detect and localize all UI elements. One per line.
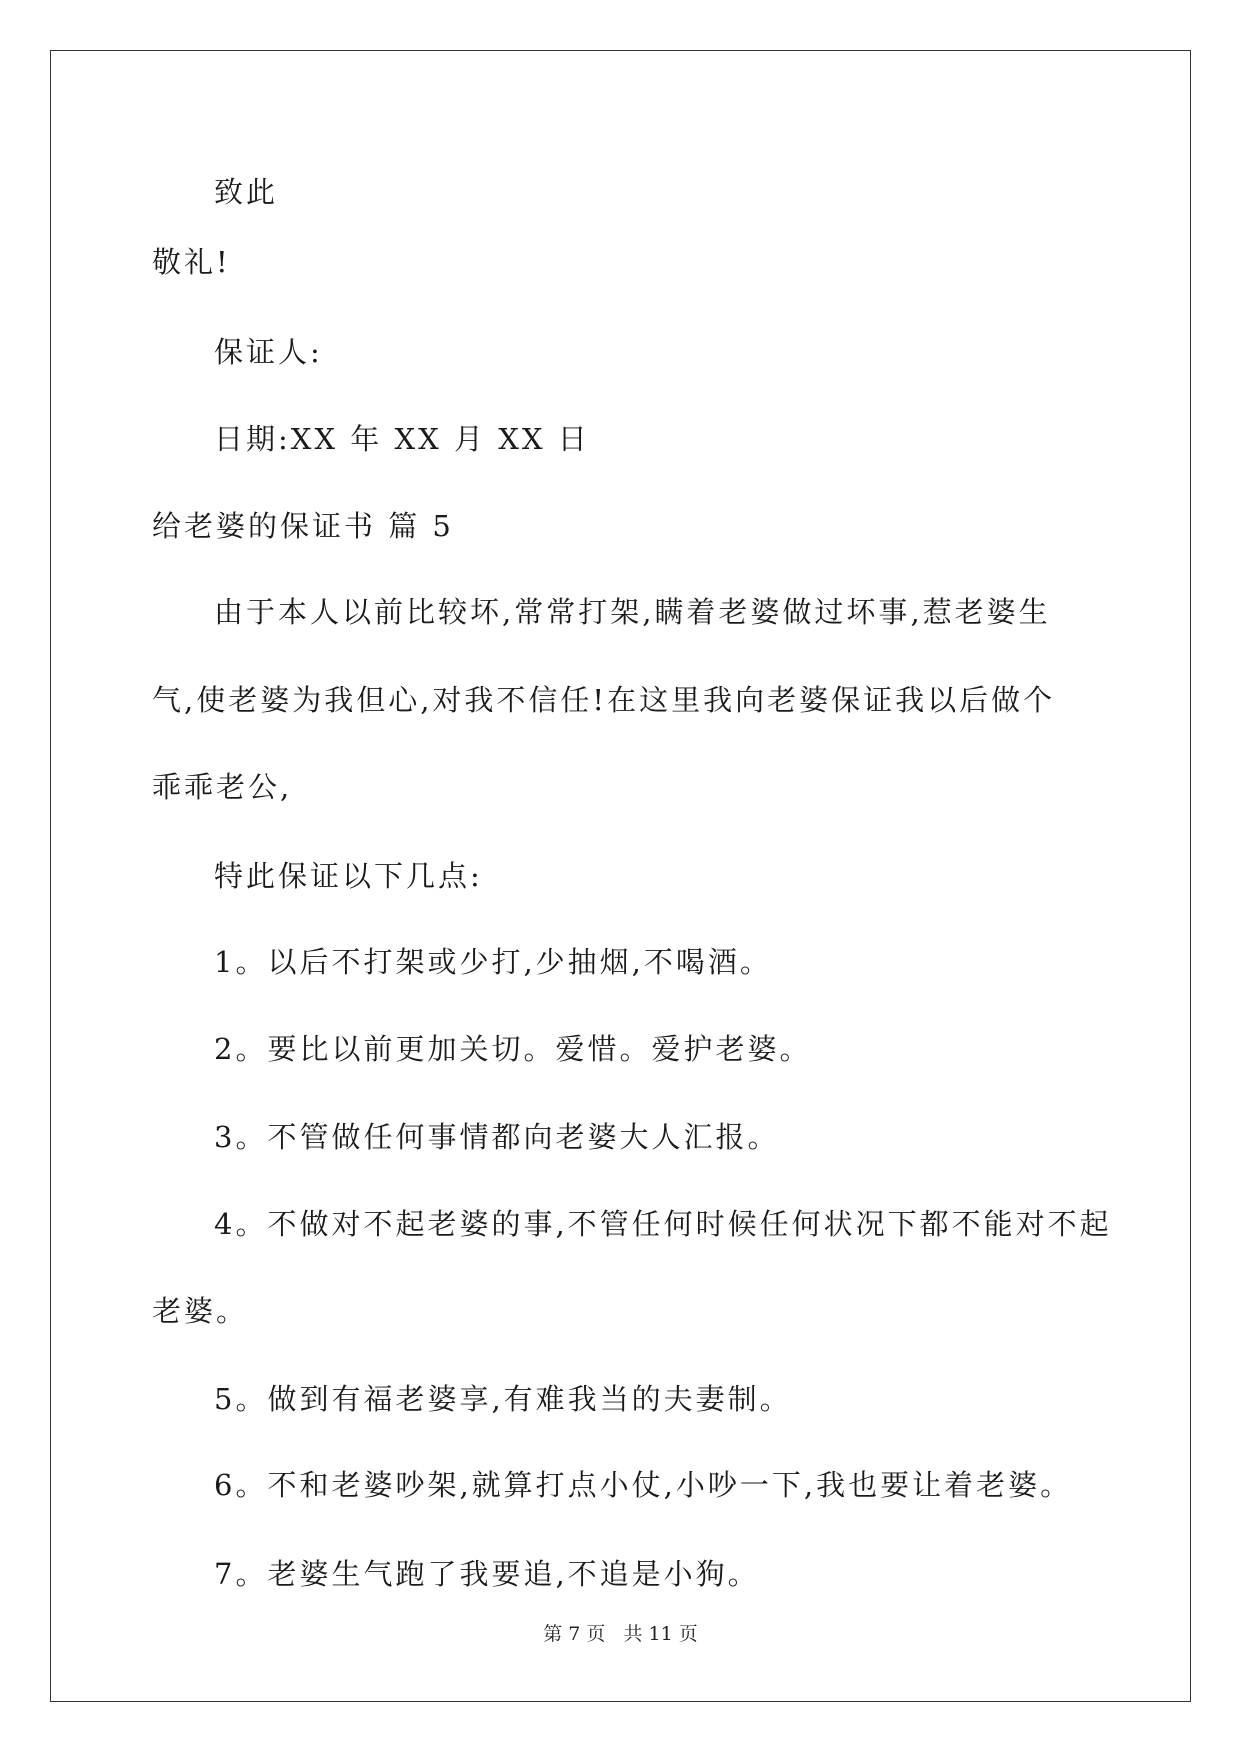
intro-points: 特此保证以下几点:	[214, 859, 483, 893]
list-item: 1。以后不打架或少打,少抽烟,不喝酒。	[214, 945, 772, 979]
list-item: 7。老婆生气跑了我要追,不追是小狗。	[214, 1557, 760, 1591]
list-item: 4。不做对不起老婆的事,不管任何时候任何状况下都不能对不起	[214, 1207, 1112, 1241]
list-item: 2。要比以前更加关切。爱惜。爱护老婆。	[214, 1032, 812, 1066]
paragraph-line: 由于本人以前比较坏,常常打架,瞒着老婆做过坏事,惹老婆生	[214, 595, 1051, 629]
salutation: 敬礼!	[152, 245, 231, 279]
paragraph-line: 气,使老婆为我但心,对我不信任!在这里我向老婆保证我以后做个	[152, 683, 1056, 717]
page-current: 第 7 页	[543, 1623, 606, 1645]
list-item-continuation: 老婆。	[152, 1294, 249, 1328]
page-total: 共 11 页	[623, 1623, 698, 1645]
list-item: 5。做到有福老婆享,有难我当的夫妻制。	[214, 1382, 792, 1416]
page-footer	[0, 1619, 1241, 1646]
guarantor-label: 保证人:	[214, 335, 323, 369]
closing-phrase: 致此	[214, 175, 279, 209]
date-line: 日期:XX 年 XX 月 XX 日	[214, 422, 590, 456]
section-heading: 给老婆的保证书 篇 5	[152, 509, 454, 543]
list-item: 6。不和老婆吵架,就算打点小仗,小吵一下,我也要让着老婆。	[214, 1468, 1073, 1502]
paragraph-line: 乖乖老公,	[152, 770, 293, 804]
list-item: 3。不管做任何事情都向老婆大人汇报。	[214, 1120, 780, 1154]
